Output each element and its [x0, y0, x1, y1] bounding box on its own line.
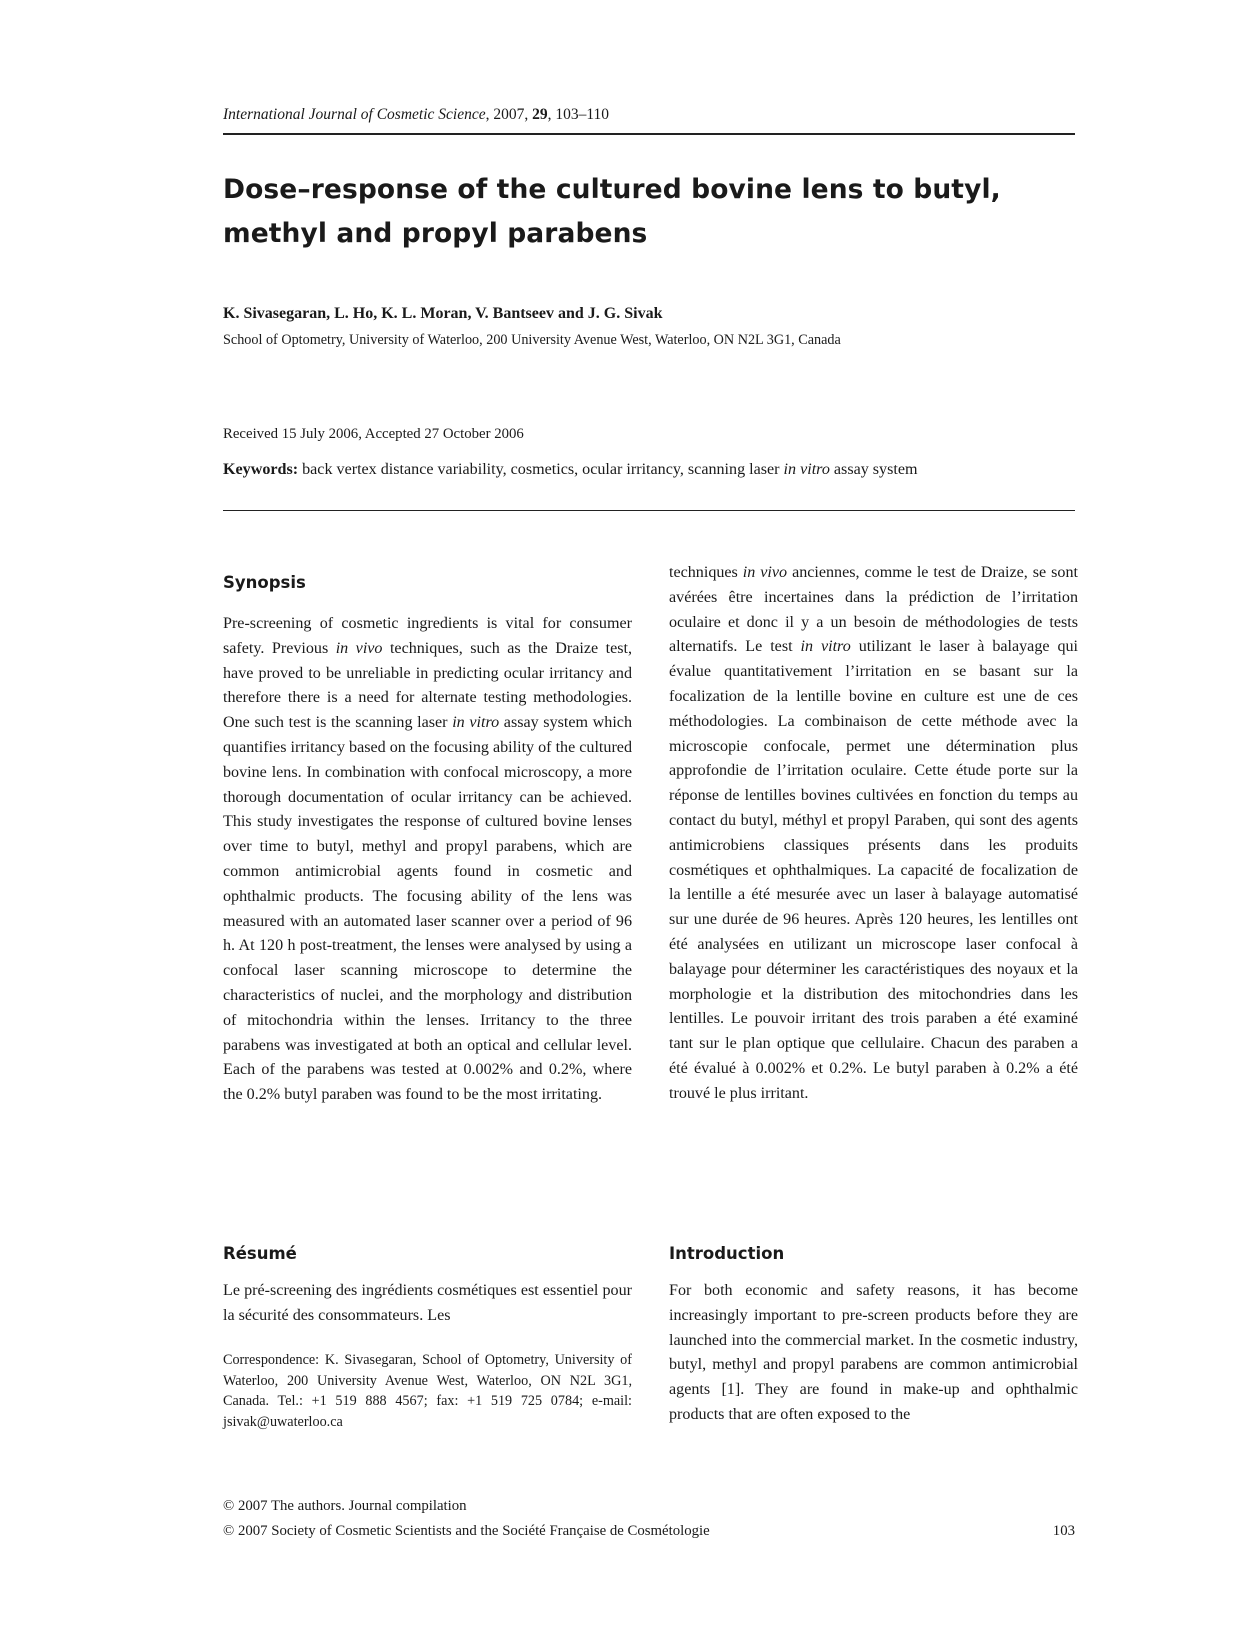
synopsis-text-1: Pre-screening of cosmetic ingredients is vital for consumer safety. Previous — [223, 615, 632, 657]
journal-year: , 2007, — [485, 106, 533, 123]
resume-italic-1: in vivo — [742, 564, 788, 581]
section-rule — [223, 510, 1075, 511]
page-number: 103 — [1052, 1523, 1075, 1539]
resume-italic-2: in vitro — [800, 638, 851, 656]
journal-name: International Journal of Cosmetic Science — [223, 106, 486, 123]
title-line-2: methyl and propyl parabens — [223, 218, 648, 249]
right-column — [669, 561, 1078, 1107]
resume-text-continued — [669, 561, 1078, 1107]
received-dates: Received 15 July 2006, Accepted 27 October 2006 — [223, 426, 524, 442]
keywords-text-a: back vertex distance variability, cosmetics, ocular irritancy, scanning laser — [298, 461, 784, 478]
affiliation: School of Optometry, University of Waterloo, 200 University Avenue West, Waterloo, ON N2L 3G1, Canada — [223, 332, 841, 348]
resume-section — [223, 1244, 632, 1329]
synopsis-text-2: techniques, such as the Draize test, have proved to be unreliable in predicting ocular irritancy and therefore there is a need for alternate testing methodologies. One such test is the scanning laser — [223, 639, 632, 732]
keywords — [223, 461, 1075, 479]
correspondence: Correspondence: K. Sivasegaran, School of Optometry, University of Waterloo, 200 University Avenue West, Waterloo, ON N2L 3G1, Canada. Tel.: +1 519 888 4567; fax: +1 519 725 0784; e-mail: jsivak@uwaterloo.ca — [223, 1352, 632, 1430]
copyright-line-2: © 2007 Society of Cosmetic Scientists and the Société Française de Cosmétologie — [223, 1523, 710, 1539]
resume-cont-3: utilizant le laser à balayage qui évalue quantitativement l’irritation en se basant sur la focalization de la lentille bovine en culture est une de ces méthodologies. La combinaison de cette méthode avec la microscopie confocale, permet une détermination plus approfondie de l’irritation oculaire. Cette étude porte sur la réponse de lentilles bovines cultivées en fonction du temps au contact du butyl, méthyl et propyl Paraben, qui sont des agents antimicrobiens classiques présents dans les produits cosmétiques et ophthalmiques. La capacité de focalization de la lentille a été mesurée avec un laser à balayage automatisé sur une durée de 96 heures. Après 120 heures, les lentilles ont été analysées en utilizant un microscope laser confocal à balayage pour déterminer les caractéristiques des noyaux et la morphologie et la distribution des mitochondries dans les lentilles. Le pouvoir irritant des trois paraben a été examiné tant sur le plan optique que cellulaire. Chacun des paraben a été évalué à 0.002% et 0.2%. Le butyl paraben à 0.2% a été trouvé le plus irritant. — [669, 638, 1079, 1102]
resume-text-start: Le pré-screening des ingrédients cosmétiques est essentiel pour la sécurité des consommateurs. Les — [223, 1282, 632, 1324]
journal-volume: 29 — [532, 106, 548, 123]
introduction-heading: Introduction — [669, 1244, 785, 1263]
journal-pages: , 103–110 — [547, 106, 610, 123]
synopsis-heading: Synopsis — [223, 573, 306, 592]
resume-cont-1: techniques — [669, 564, 743, 581]
article-title — [223, 168, 1075, 256]
introduction-text: For both economic and safety reasons, it has become increasingly important to pre-screen products before they are launched into the commercial market. In the cosmetic industry, butyl, methyl and propyl parabens are common antimicrobial agents [1]. They are found in make-up and ophthalmic products that are often exposed to the — [669, 1282, 1078, 1423]
header-rule — [223, 133, 1075, 135]
synopsis-text-3: assay system which quantifies irritancy based on the focusing ability of the cultured bovine lens. In combination with confocal microscopy, a more thorough documentation of ocular irritancy can be achieved. This study investigates the response of cultured bovine lenses over time to butyl, methyl and propyl parabens, which are common antimicrobial agents found in cosmetic and ophthalmic products. The focusing ability of the lens was measured with an automated laser scanner over a period of 96 h. At 120 h post-treatment, the lenses were analysed by using a confocal laser scanning microscope to determine the characteristics of nuclei, and the morphology and distribution of mitochondria within the lenses. Irritancy to the three parabens was investigated at both an optical and cellular level. Each of the parabens was tested at 0.002% and 0.2%, where the 0.2% butyl paraben was found to be the most irritating. — [223, 714, 632, 1104]
keywords-text-b: assay system — [829, 461, 918, 478]
copyright-line-1: © 2007 The authors. Journal compilation — [223, 1498, 467, 1514]
resume-heading: Résumé — [223, 1244, 297, 1263]
keywords-label: Keywords: — [223, 461, 299, 478]
keywords-italic: in vitro — [783, 461, 830, 478]
resume-cont-2: anciennes, comme le test de Draize, se sont avérées être incertaines dans la prédiction de l’irritation oculaire et donc il y a un besoin de méthodologies de tests alternatifs. Le test — [669, 564, 1078, 656]
left-column — [223, 573, 632, 1108]
journal-page — [223, 0, 1079, 1630]
journal-citation — [223, 106, 1075, 124]
synopsis-italic-2: in vitro — [452, 714, 500, 732]
synopsis-italic-1: in vivo — [335, 639, 383, 657]
author-list: K. Sivasegaran, L. Ho, K. L. Moran, V. Bantseev and J. G. Sivak — [223, 305, 663, 322]
introduction-section — [669, 1244, 1078, 1428]
synopsis-text — [223, 612, 632, 1108]
title-line-1: Dose–response of the cultured bovine lens to butyl, — [223, 174, 1001, 205]
